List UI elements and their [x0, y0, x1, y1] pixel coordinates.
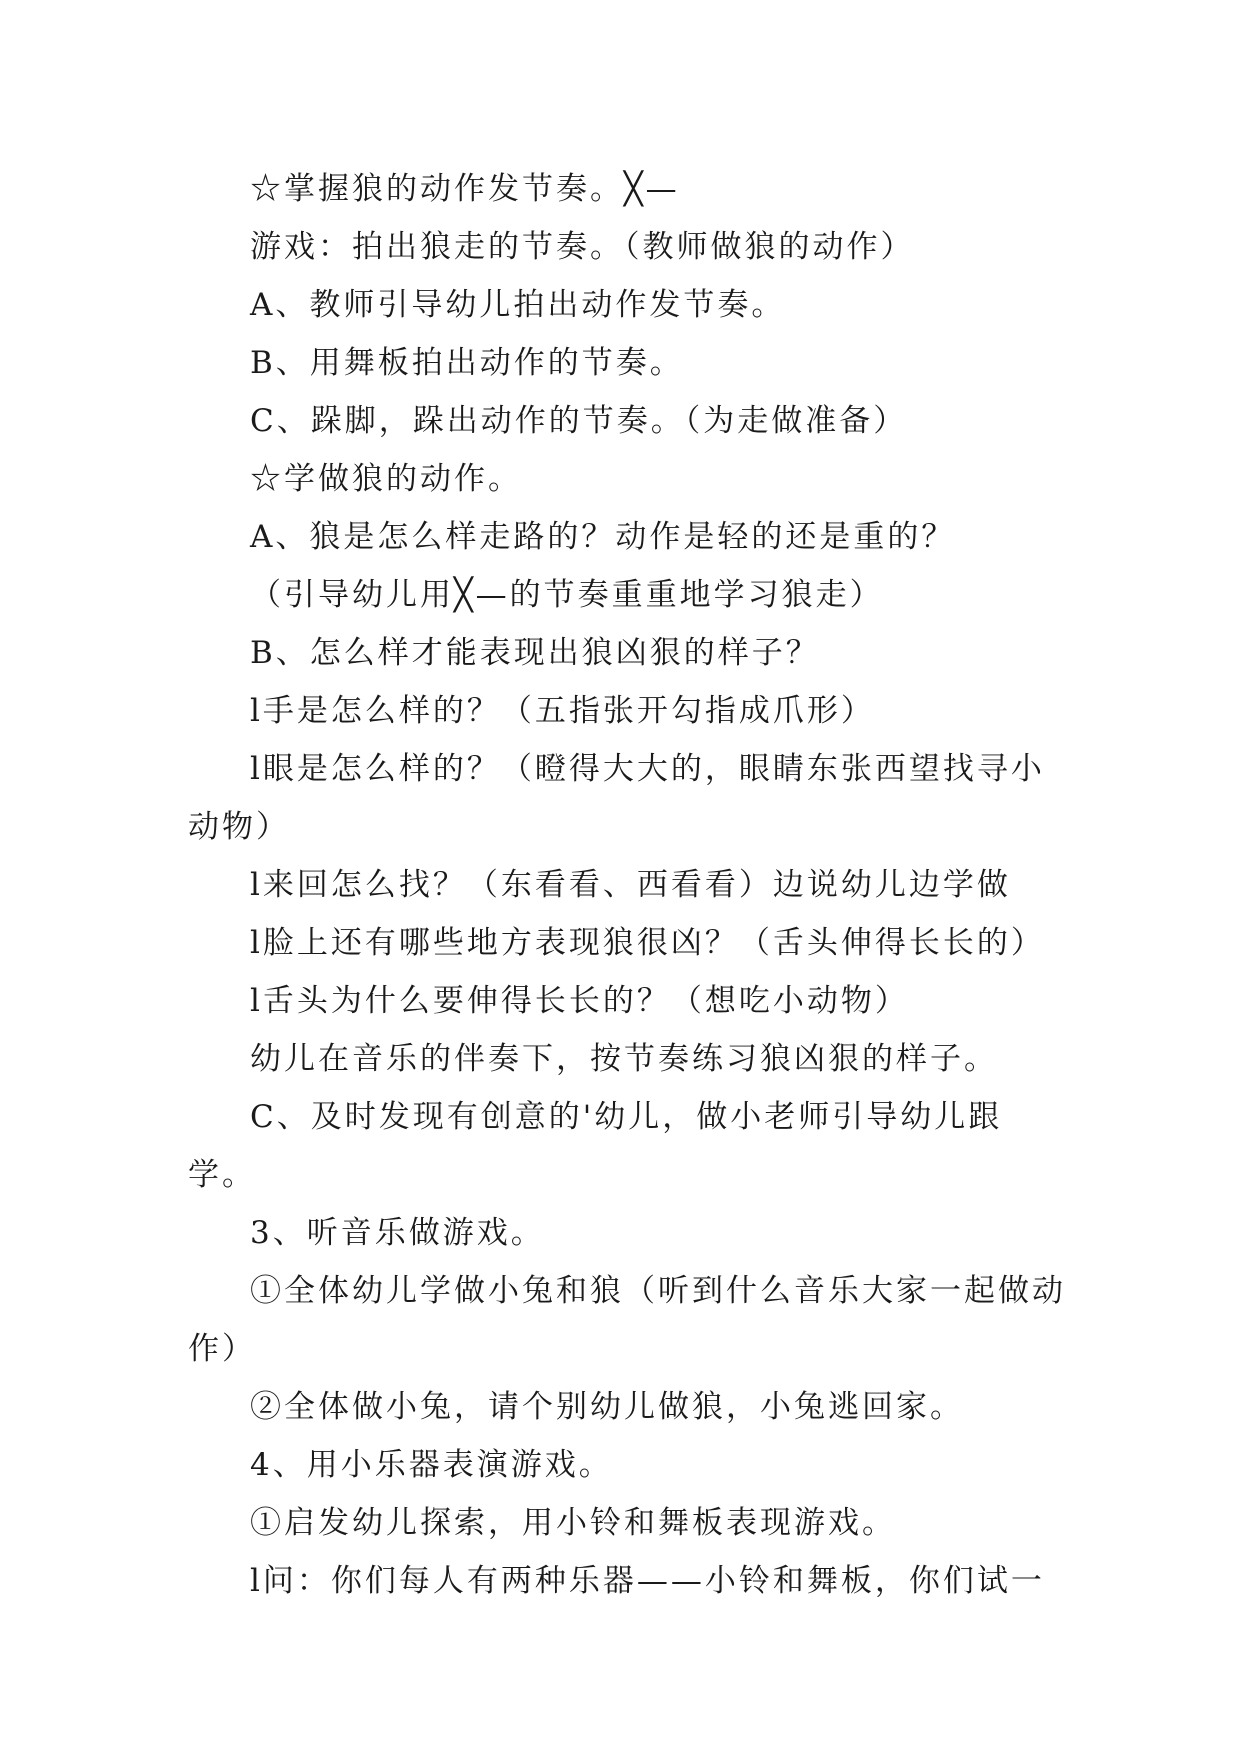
paragraph: 幼儿在音乐的伴奏下，按节奏练习狼凶狠的样子。 [250, 1041, 998, 1077]
paragraph: 4、用小乐器表演游戏。 [250, 1447, 613, 1483]
paragraph: 3、听音乐做游戏。 [250, 1215, 545, 1251]
paragraph: l手是怎么样的？（五指张开勾指成爪形） [250, 693, 875, 729]
paragraph: ②全体做小兔，请个别幼儿做狼，小兔逃回家。 [250, 1389, 964, 1425]
paragraph: B、用舞板拍出动作的节奏。 [250, 345, 684, 381]
paragraph: ☆学做狼的动作。 [250, 461, 522, 497]
paragraph: ①启发幼儿探索，用小铃和舞板表现游戏。 [250, 1505, 896, 1541]
paragraph: ☆掌握狼的动作发节奏。╳— [250, 171, 680, 207]
paragraph: C、跺脚，跺出动作的节奏。（为走做准备） [250, 403, 908, 439]
paragraph: l脸上还有哪些地方表现狼很凶？（舌头伸得长长的） [250, 925, 1045, 961]
paragraph: ①全体幼儿学做小兔和狼（听到什么音乐大家一起做动作） [188, 1273, 1066, 1367]
paragraph: l舌头为什么要伸得长长的？（想吃小动物） [250, 983, 909, 1019]
paragraph: C、及时发现有创意的'幼儿，做小老师引导幼儿跟学。 [188, 1099, 1003, 1193]
paragraph: （引导幼儿用╳—的节奏重重地学习狼走） [250, 577, 884, 613]
document-body [188, 160, 1068, 1610]
paragraph: A、狼是怎么样走路的？动作是轻的还是重的？ [250, 519, 956, 555]
paragraph: l来回怎么找？（东看看、西看看）边说幼儿边学做 [250, 867, 1011, 903]
paragraph: l问：你们每人有两种乐器——小铃和舞板，你们试一 [250, 1563, 1045, 1599]
paragraph: A、教师引导幼儿拍出动作发节奏。 [250, 287, 786, 323]
paragraph: l眼是怎么样的？（瞪得大大的，眼睛东张西望找寻小动物） [188, 751, 1045, 845]
paragraph: 游戏：拍出狼走的节奏。（教师做狼的动作） [250, 229, 915, 265]
paragraph: B、怎么样才能表现出狼凶狠的样子？ [250, 635, 820, 671]
